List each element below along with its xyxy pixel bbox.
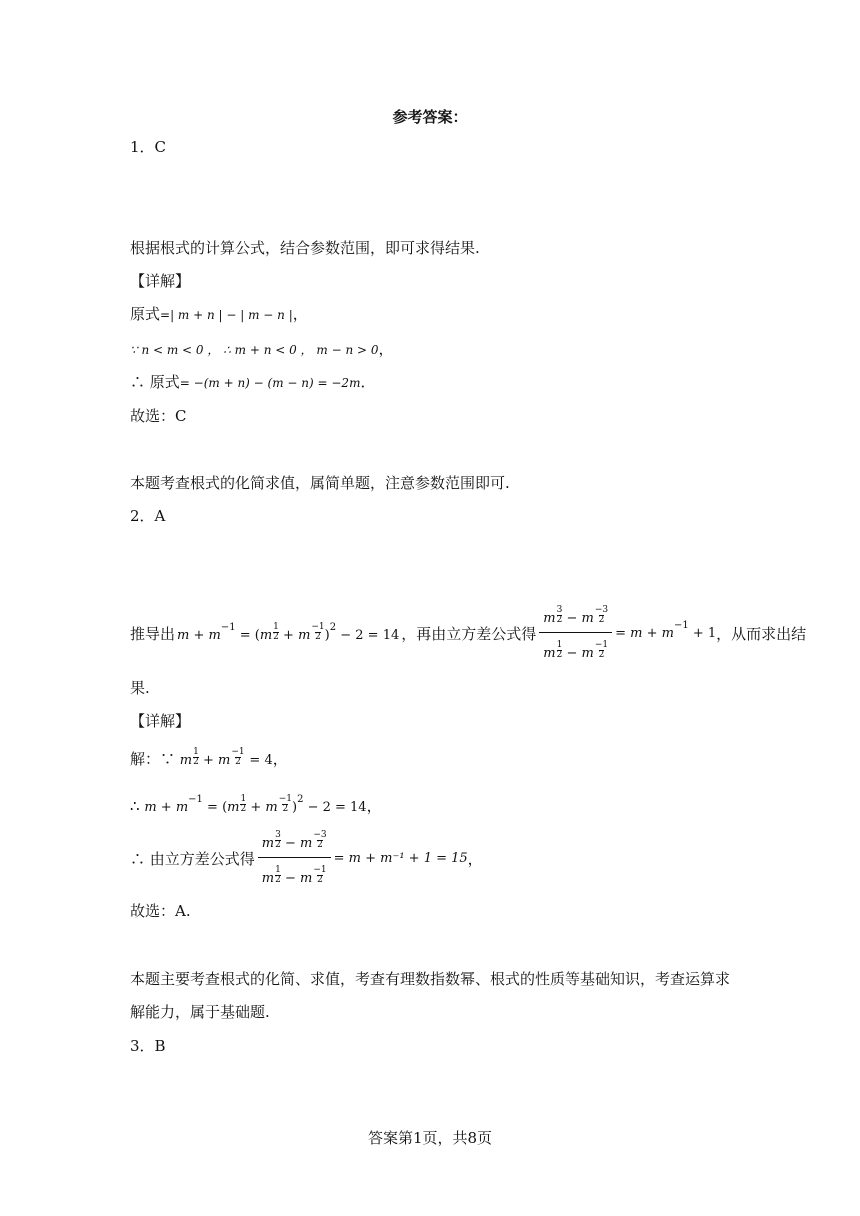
q2-step3-fraction: m $\frac{3}{2}$ − m $\frac{-3}{2}$ m $\frac{1}{2}$ − m $\frac{-1}{2}$ — [258, 831, 331, 886]
q1-comment: 本题考查根式的化简求值，属简单题，注意参数范围即可. — [130, 474, 510, 492]
q2-step2-prefix: ∴ — [130, 797, 140, 815]
q2-analysis-wrap: 果. — [130, 679, 150, 697]
q1-analysis: 根据根式的计算公式，结合参数范围，即可求得结果. — [130, 239, 480, 257]
q2-analysis-formula1: $m + m^{-1} = (m$ $\frac{1}{2}$ + m $\frac{-1}{2}$ )$^2$ − 2 = 14 — [177, 622, 400, 643]
q2-solution-step2: ∴ $m + m^{-1} = (m$ $\frac{1}{2}$ + m $\frac{-1}{2}$ )$^2$ − 2 = 14， — [130, 794, 382, 815]
q1-step1-label: 原式 — [130, 305, 161, 323]
q2-answer: 2．A — [130, 507, 166, 525]
q1-step2 — [130, 338, 394, 359]
q1-step1 — [130, 303, 308, 324]
q1-answer: 1．C — [130, 138, 167, 156]
page-footer: 答案第1页，共8页 — [367, 1129, 493, 1147]
q3-answer: 3．B — [130, 1037, 166, 1055]
q1-step1-tail: ， — [292, 305, 308, 323]
q2-step2-eq: = 14 — [335, 800, 367, 815]
q2-sol-tail: ， — [272, 750, 288, 768]
page-title: 参考答案： — [392, 108, 468, 126]
q1-step3-math: = −(m + n) − (m − n) = −2m — [179, 376, 361, 390]
q1-step3-prefix: ∴ 原式 — [130, 373, 180, 391]
q2-step3-tail: ， — [467, 849, 483, 868]
q2-sol-eq: = 4 — [249, 753, 273, 768]
q2-detail-heading: 【详解】 — [130, 712, 191, 730]
q2-analysis-mid: ，再由立方差公式得 — [401, 624, 537, 643]
q2-analysis-formula2-rhs: = $m + m^{-1} + 1$ — [615, 619, 717, 641]
q2-analysis — [130, 604, 806, 662]
q2-step2-tail: ， — [366, 797, 382, 815]
q1-detail-heading: 【详解】 — [130, 272, 191, 290]
q1-step2-tail: ， — [378, 340, 394, 358]
q1-step3 — [130, 371, 375, 392]
q2-step3-prefix: ∴ 由立方差公式得 — [130, 849, 255, 868]
q2-analysis-post: ，从而求出结 — [716, 624, 807, 643]
q2-sol-prefix: 解：∵ — [130, 750, 176, 768]
q1-step1-math: =| m + n | − | m − n | — [160, 308, 293, 322]
q2-comment-line1: 本题主要考查根式的化简、求值，考查有理数指数幂、根式的性质等基础知识，考查运算求 — [130, 970, 731, 988]
q2-analysis-formula2: m $\frac{3}{2}$ − m $\frac{-3}{2}$ m $\frac{1}{2}$ − m $\frac{-1}{2}$ — [539, 606, 612, 661]
q2-solution-step1: 解：∵ m $\frac{1}{2}$ + m $\frac{-1}{2}$ = 4， — [130, 747, 288, 768]
q2-analysis-pre: 推导出 — [130, 624, 176, 643]
q1-choice: 故选：C — [130, 407, 187, 425]
q2-step3-eq: = m + m⁻¹ + 1 = 15 — [333, 850, 468, 866]
q1-step3-tail: ． — [360, 373, 376, 391]
q2-choice: 故选：A. — [130, 902, 191, 920]
q1-step2-math: ∵ n < m < 0 ， ∴ m + n < 0 ， m − n > 0 — [130, 343, 379, 357]
q2-comment-line2: 解能力，属于基础题. — [130, 1003, 270, 1021]
q2-solution-step3 — [130, 828, 483, 888]
